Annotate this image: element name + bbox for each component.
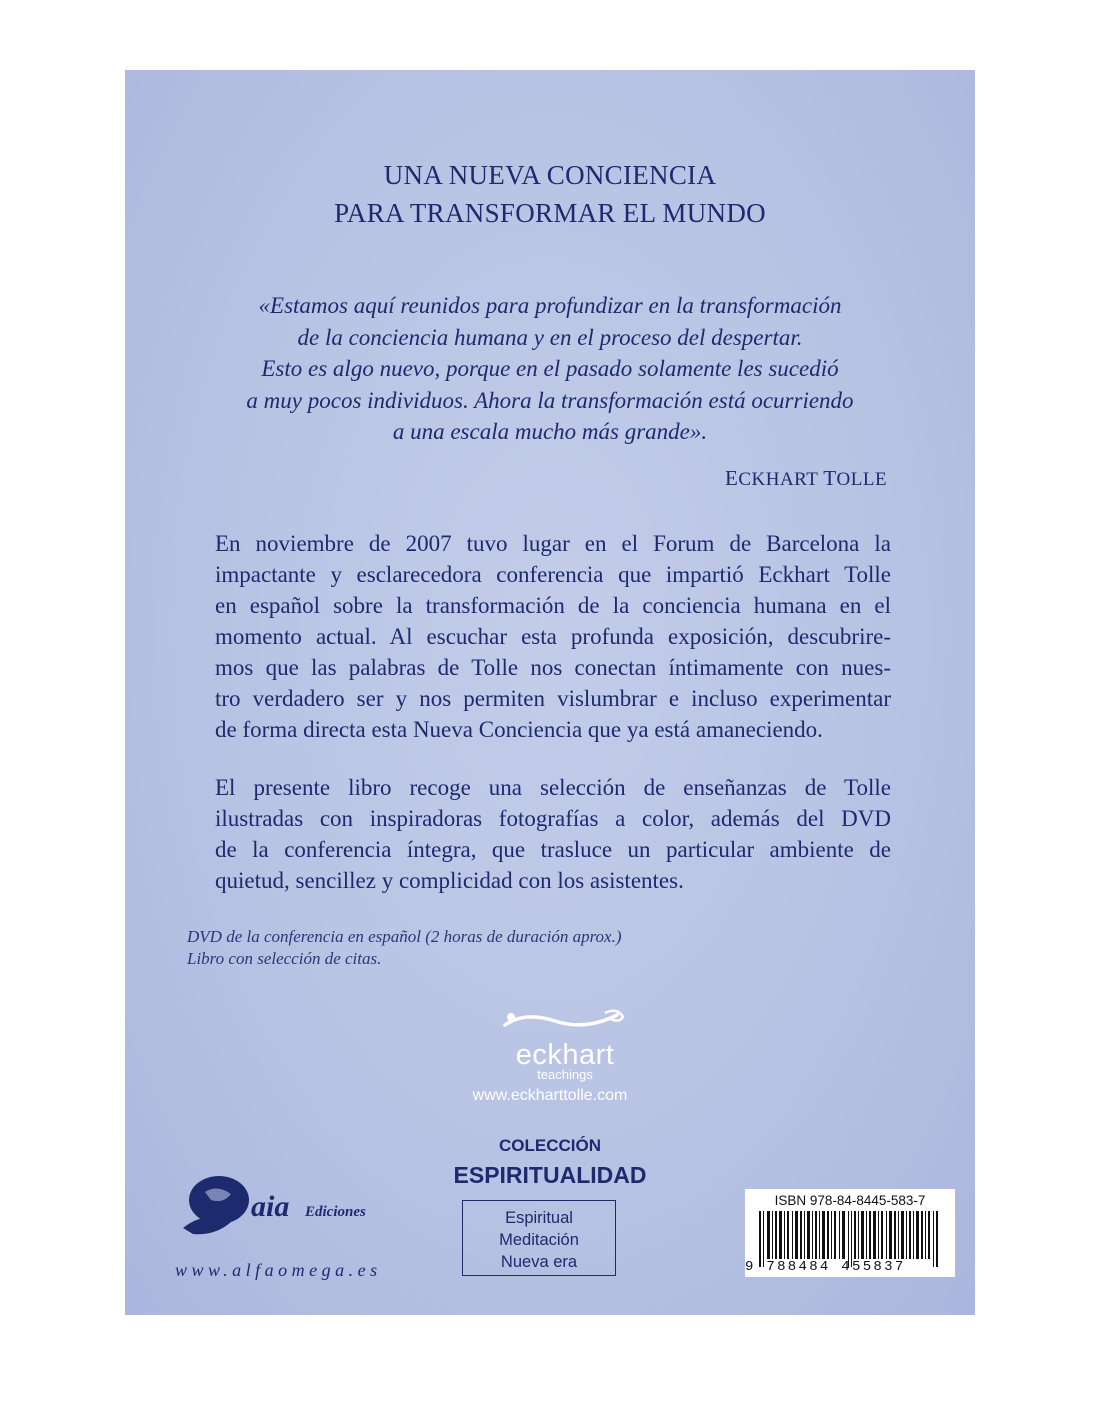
gaia-ediciones-logo bbox=[175, 1170, 415, 1247]
paragraph-line: en español sobre la transformación de la conciencia humana en el bbox=[215, 593, 891, 618]
paragraph-line: de forma directa esta Nueva Conciencia que ya está amaneciendo. bbox=[215, 717, 823, 742]
note-line: Libro con selección de citas. bbox=[187, 949, 382, 968]
quote-author bbox=[725, 466, 887, 491]
paragraph-line: momento actual. Al escuchar esta profunda exposición, descubrire- bbox=[215, 624, 891, 649]
author-last-name: OLLE bbox=[836, 469, 888, 490]
isbn-barcode bbox=[745, 1189, 955, 1277]
quote-line: «Estamos aquí reunidos para profundizar en la transformación bbox=[258, 293, 842, 318]
paragraph-line: tro verdadero ser y nos permiten vislumbrar e incluso experimentar bbox=[215, 686, 891, 711]
gaia-logo-icon bbox=[175, 1170, 415, 1242]
note-line: DVD de la conferencia en español (2 horas de duración aprox.) bbox=[187, 927, 622, 946]
eckhart-logo-word: eckhart bbox=[515, 1039, 615, 1071]
author-initial: E bbox=[725, 466, 739, 490]
paragraph-line: En noviembre de 2007 tuvo lugar en el Forum de Barcelona la bbox=[215, 531, 891, 556]
category-item: Nueva era bbox=[500, 1253, 578, 1271]
svg-text:Ediciones: Ediciones bbox=[305, 1204, 366, 1220]
paragraph-line: mos que las palabras de Tolle nos conectan íntimamente con nues- bbox=[215, 655, 891, 680]
eckhart-teachings-logo bbox=[485, 1005, 645, 1082]
wave-swirl-icon bbox=[485, 1005, 645, 1037]
quote-line: a muy pocos individuos. Ahora la transformación está ocurriendo bbox=[246, 387, 854, 413]
isbn-digits: 9 788484 455837 bbox=[745, 1259, 906, 1275]
quote-line: Esto es algo nuevo, porque en el pasado solamente les sucedió bbox=[261, 356, 839, 381]
description-paragraph-2 bbox=[215, 772, 891, 896]
book-back-cover bbox=[125, 70, 975, 1315]
cover-heading-line-2: PARA TRANSFORMAR EL MUNDO bbox=[334, 198, 766, 228]
description-paragraph-1 bbox=[215, 528, 891, 745]
quote-line: de la conciencia humana y en el proceso del despertar. bbox=[297, 324, 803, 350]
isbn-label: ISBN 978-84-8445-583-7 bbox=[774, 1193, 926, 1208]
cover-heading-line-1: UNA NUEVA CONCIENCIA bbox=[383, 160, 717, 190]
paragraph-line: impactante y esclarecedora conferencia que impartió Eckhart Tolle bbox=[215, 562, 891, 587]
publisher-website-url: www.alfaomega.es bbox=[175, 1260, 382, 1280]
category-box bbox=[462, 1200, 616, 1276]
quote-line: a una escala mucho más grande». bbox=[392, 419, 708, 444]
author-initial: T bbox=[823, 466, 837, 490]
paragraph-line: de la conferencia íntegra, que trasluce un particular ambiente de bbox=[215, 837, 891, 862]
eckhart-logo-subtitle: teachings bbox=[537, 1067, 593, 1082]
eckhart-website-url: www.eckharttolle.com bbox=[472, 1087, 628, 1104]
paragraph-line: El presente libro recoge una selección de enseñanzas de Tolle bbox=[215, 775, 891, 800]
collection-name: ESPIRITUALIDAD bbox=[453, 1162, 647, 1188]
category-item: Espiritual bbox=[505, 1209, 573, 1227]
collection-label: COLECCIÓN bbox=[499, 1136, 601, 1155]
author-first-name: CKHART bbox=[738, 469, 818, 490]
paragraph-line: ilustradas con inspiradoras fotografías a color, además del DVD bbox=[215, 806, 891, 831]
contents-note bbox=[187, 926, 622, 970]
category-item: Meditación bbox=[499, 1231, 579, 1249]
quote-block bbox=[125, 290, 975, 448]
svg-text:aia: aia bbox=[251, 1190, 290, 1223]
paragraph-line: quietud, sencillez y complicidad con los asistentes. bbox=[215, 868, 684, 893]
